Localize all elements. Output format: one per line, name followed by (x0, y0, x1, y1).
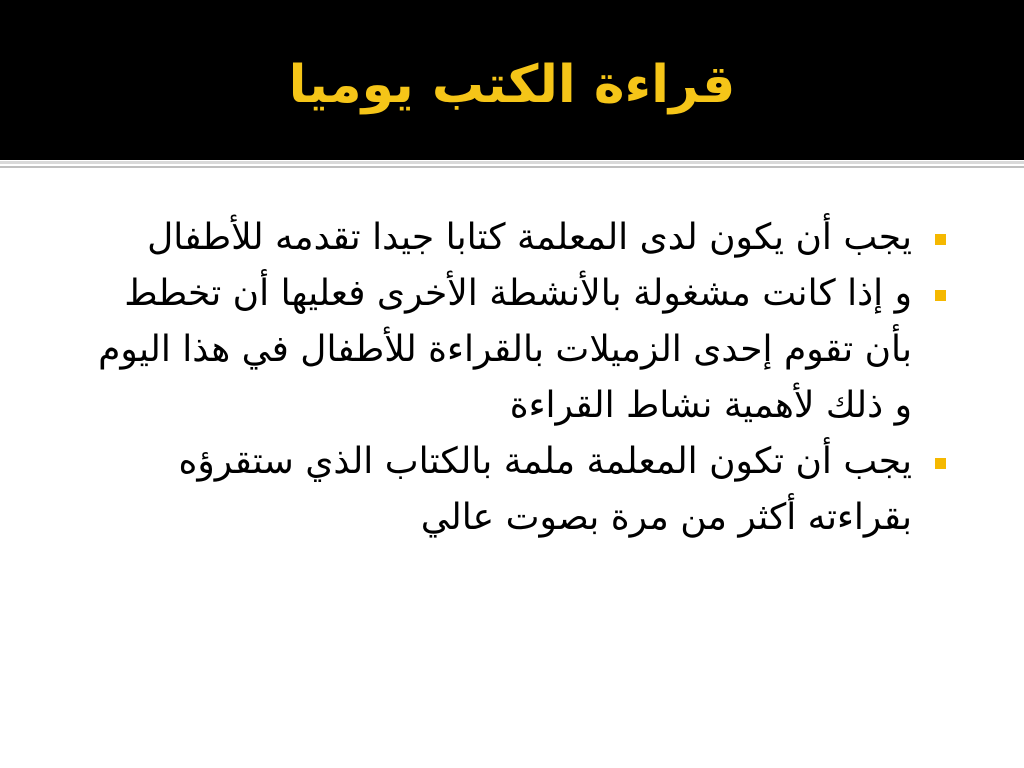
square-bullet-icon (935, 234, 946, 245)
title-divider-secondary (0, 166, 1024, 168)
square-bullet-icon (935, 458, 946, 469)
bullet-item (90, 210, 960, 266)
bullet-item (90, 266, 960, 434)
square-bullet-icon (935, 290, 946, 301)
bullet-text: يجب أن تكون المعلمة ملمة بالكتاب الذي ستقرؤه بقراءته أكثر من مرة بصوت عالي (178, 441, 912, 538)
title-divider (0, 161, 1024, 164)
slide-title: قراءة الكتب يوميا (288, 55, 736, 115)
title-bar (0, 0, 1024, 160)
bullet-text: و إذا كانت مشغولة بالأنشطة الأخرى فعليها أن تخطط بأن تقوم إحدى الزميلات بالقراءة للأطفال في هذا اليوم و ذلك لأهمية نشاط القراءة (98, 273, 912, 426)
bullet-list (90, 210, 960, 546)
bullet-text: يجب أن يكون لدى المعلمة كتابا جيدا تقدمه للأطفال (147, 217, 912, 258)
bullet-item (90, 434, 960, 546)
